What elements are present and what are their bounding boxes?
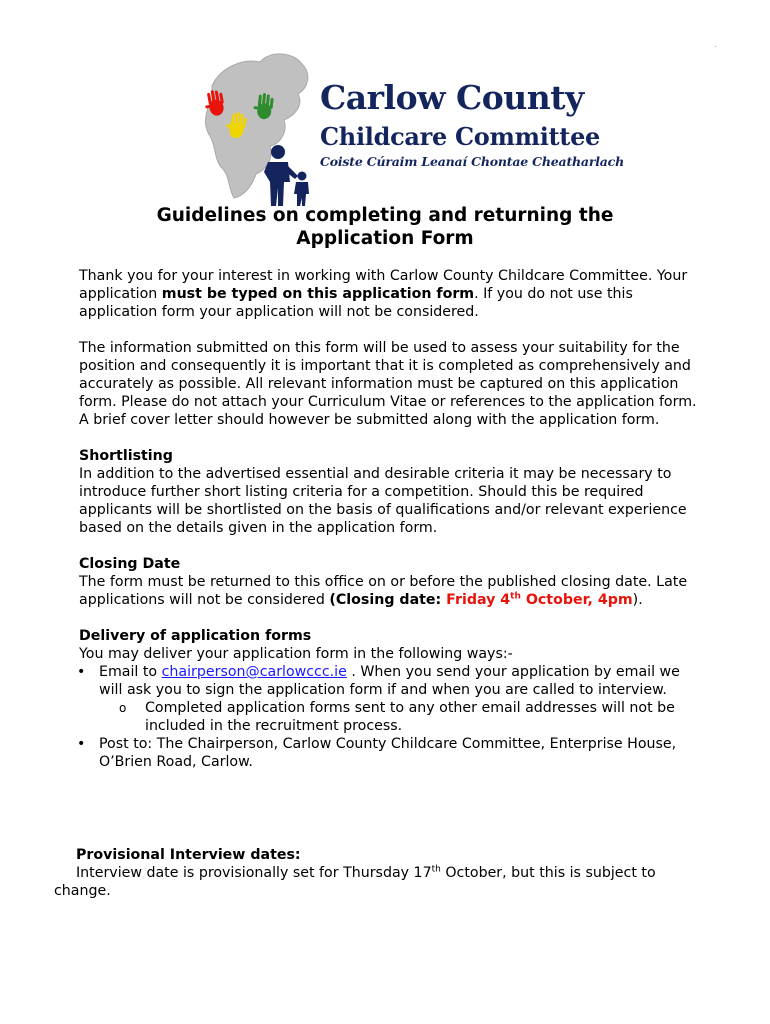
delivery-item-email bbox=[79, 663, 699, 735]
intro-paragraph-2: The information submitted on this form will be used to assess your suitability for the position and consequently it is important that it is completed as comprehensively and accurately as possible. All relevant information must be captured on this application form. Please do not attach your Curriculum Vitae or references to the application form. A brief cover letter should however be submitted along with the application form. bbox=[79, 340, 697, 428]
closing-date-sup: th bbox=[510, 591, 521, 602]
closing-date-red-a: Friday 4 bbox=[446, 592, 511, 608]
delivery-heading: Delivery of application forms bbox=[79, 628, 312, 644]
closing-text: The form must be returned to this office on or before the published closing date. Late applications will not be considered bbox=[79, 574, 688, 608]
email-sub-list bbox=[99, 699, 699, 735]
provisional-text-b: October, but this is subject to change. bbox=[54, 865, 656, 899]
bullet-icon: • bbox=[77, 664, 86, 680]
bullet-icon: • bbox=[77, 736, 86, 752]
org-name: Carlow County bbox=[320, 78, 584, 117]
delivery-list bbox=[79, 663, 699, 771]
org-subtitle: Childcare Committee bbox=[320, 122, 601, 151]
provisional-body bbox=[54, 864, 694, 900]
delivery-item-post bbox=[79, 735, 699, 771]
email-sub-item-text: Completed application forms sent to any other email addresses will not be included in the recruitment process. bbox=[145, 700, 675, 734]
shortlisting-heading: Shortlisting bbox=[79, 448, 173, 464]
provisional-heading: Provisional Interview dates: bbox=[76, 847, 301, 863]
shortlisting-body: In addition to the advertised essential and desirable criteria it may be necessary to introduce further short listing criteria for a competition. Should this be required applicants will be shortlisted on the basis of qualifications and/or relevant experience based on the details given in the application form. bbox=[79, 466, 687, 536]
email-suffix: . When you send your application by email we will ask you to sign the application form if and when you are called to interview. bbox=[99, 664, 680, 698]
page-mark: . bbox=[714, 40, 717, 49]
document-title bbox=[0, 204, 770, 250]
delivery-intro: You may deliver your application form in the following ways:- bbox=[79, 646, 513, 662]
provisional-text-a: Interview date is provisionally set for Thursday 17 bbox=[76, 865, 432, 881]
email-sub-item bbox=[119, 699, 699, 735]
title-line-1: Guidelines on completing and returning the bbox=[156, 205, 614, 226]
document-body bbox=[79, 267, 699, 789]
closing-date-red-b: October, 4pm bbox=[520, 592, 633, 608]
closing-bold-open: (Closing date: bbox=[329, 592, 447, 608]
intro-text-a: Thank you for your interest in working with Carlow County Childcare Committee. Your application bbox=[79, 268, 688, 302]
closing-date-body bbox=[79, 573, 699, 609]
provisional-sup: th bbox=[431, 864, 441, 875]
provisional-interview-section bbox=[54, 846, 694, 900]
email-link[interactable]: chairperson@carlowccc.ie bbox=[161, 664, 347, 680]
title-line-2: Application Form bbox=[296, 228, 474, 249]
logo bbox=[190, 48, 624, 208]
post-text: Post to: The Chairperson, Carlow County Childcare Committee, Enterprise House, O’Brien Road, Carlow. bbox=[99, 736, 677, 770]
closing-date-heading: Closing Date bbox=[79, 556, 181, 572]
intro-text-b: . If you do not use this application form your application will not be considered. bbox=[79, 286, 633, 320]
org-irish-name: Coiste Cúraim Leanaí Chontae Cheatharlach bbox=[320, 154, 624, 169]
email-prefix: Email to bbox=[99, 664, 162, 680]
intro-bold-requirement: must be typed on this application form bbox=[161, 286, 475, 302]
intro-paragraph-1 bbox=[79, 267, 699, 321]
sub-bullet-icon: o bbox=[119, 701, 127, 715]
closing-paren: ). bbox=[632, 592, 643, 608]
